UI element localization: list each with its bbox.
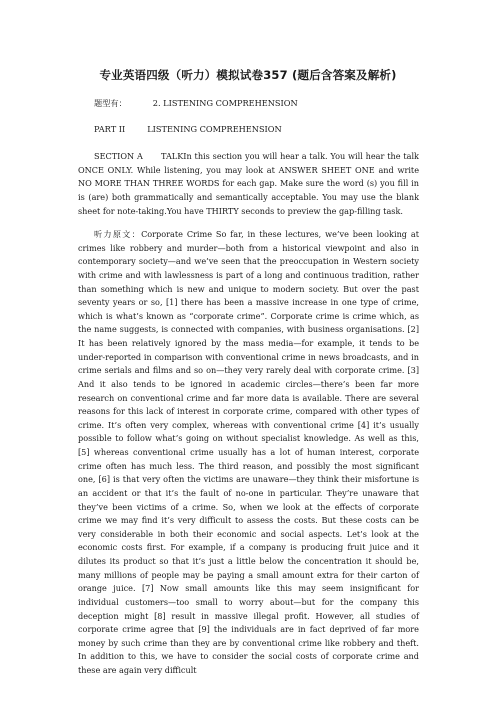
question-type-value: 2. LISTENING COMPREHENSION <box>152 98 298 108</box>
transcript-block <box>78 228 419 678</box>
part-value: LISTENING COMPREHENSION <box>147 124 282 134</box>
section-a-paragraph <box>78 150 419 218</box>
part-label: PART II <box>94 124 126 134</box>
section-a-label: SECTION A <box>94 151 143 161</box>
transcript-label: 听力原文： <box>94 229 142 239</box>
document-title: 专业英语四级（听力）模拟试卷357 (题后含答案及解析) <box>99 68 397 82</box>
section-a-instructions <box>78 150 419 218</box>
section-a-text: TALKIn this section you will hear a talk. You will hear the talk ONCE ONLY. While listening, you may look at ANSWER SHEET ONE and write NO MORE THAN THREE WORDS for each gap. Make sure the word (s) you fill in is (are) both grammatically and semantically acceptable. You may use the blank sheet for note-taking.You have THIRTY seconds to preview the gap-filling task. <box>78 151 419 216</box>
question-type-label: 题型有： <box>94 98 127 108</box>
transcript-text: Corporate Crime So far, in these lectures, we’ve been looking at crimes like robbery and murder—both from a historical viewpoint and also in contemporary society—and we’ve seen that the preoccupation in Western society with crime and with lawlessness is part of a long and continuous tradition, rather than something which is new and unique to modern society. But over the past seventy years or so, [1] there has been a massive increase in one type of crime, which is what’s known as “corporate crime”. Corporate crime is crime which, as the name suggests, is connected with companies, with business organisations. [2] It has been relatively ignored by the mass media—for example, it tends to be under-reported in comparison with conventional crime in news broadcasts, and in crime serials and films and so on—they very rarely deal with corporate crime. [3] And it also tends to be ignored in academic circles—there’s been far more research on conventional crime and far more data is available. There are several reasons for this lack of interest in corporate crime, compared with other types of crime. It’s often very complex, whereas with conventional crime [4] it’s usually possible to follow what’s going on without specialist knowledge. As well as this, [5] whereas conventional crime usually has a lot of human interest, corporate crime often has much less. The third reason, and possibly the most significant one, [6] is that very often the victims are unaware—they think their misfortune is an accident or that it’s the fault of no-one in particular. They’re unaware that they’ve been victims of a crime. So, when we look at the effects of corporate crime we may find it’s very difficult to assess the costs. But these costs can be very considerable in both their economic and social aspects. Let’s look at the economic costs first. For example, if a company is producing fruit juice and it dilutes its product so that it’s just a little below the concentration it should be, many millions of people may be paying a small amount extra for their carton of orange juice. [7] Now small amounts like this may seem insignificant for individual customers—too small to worry about—but for the company this deception might [8] result in massive illegal profit. However, all studies of corporate crime agree that [9] the individuals are in fact deprived of far more money by such crime than they are by conventional crime like robbery and theft. In addition to this, we have to consider the social costs of corporate crime and these are again very difficult <box>78 229 419 675</box>
transcript-paragraph <box>78 228 419 678</box>
question-type-line <box>94 98 298 109</box>
part-heading <box>94 124 282 134</box>
